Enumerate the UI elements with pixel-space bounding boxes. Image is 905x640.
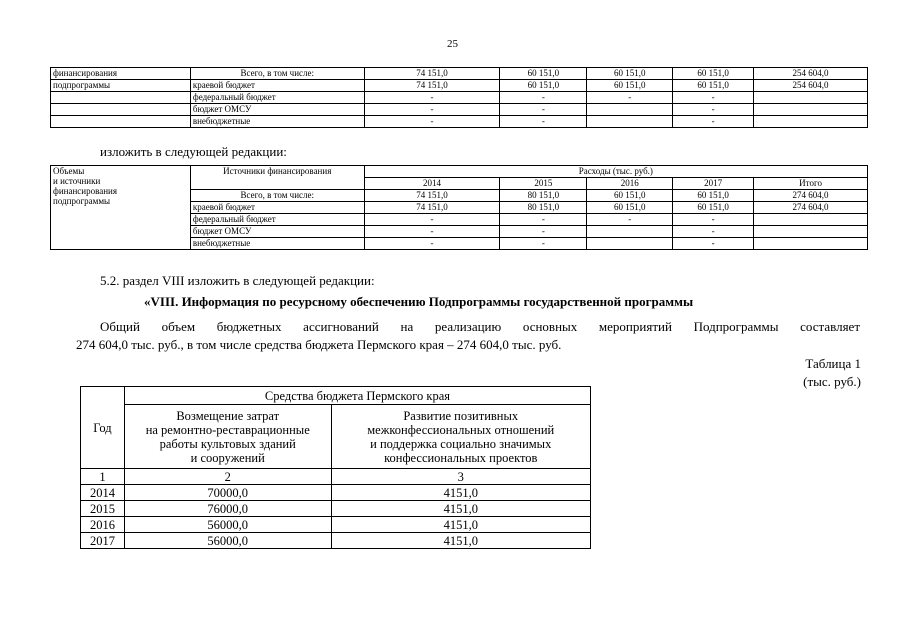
row-label — [51, 92, 191, 104]
sources-header: Источники финансирования — [190, 166, 364, 190]
amount-cell: 4151,0 — [331, 517, 591, 533]
year-header: 2017 — [673, 178, 754, 190]
value-cell: - — [500, 116, 587, 128]
year-cell: 2014 — [81, 485, 125, 501]
value-cell — [754, 104, 868, 116]
value-cell: 254 604,0 — [754, 80, 868, 92]
source-cell: бюджет ОМСУ — [190, 104, 364, 116]
value-cell: - — [500, 92, 587, 104]
value-cell — [587, 238, 673, 250]
value-cell — [587, 226, 673, 238]
value-cell: - — [500, 104, 587, 116]
value-cell: - — [587, 214, 673, 226]
value-cell: 74 151,0 — [364, 68, 500, 80]
value-cell: - — [673, 116, 754, 128]
table1-label: Таблица 1 — [805, 356, 861, 371]
amount-cell: 4151,0 — [331, 501, 591, 517]
value-cell: 60 151,0 — [587, 202, 673, 214]
value-cell — [754, 214, 868, 226]
value-cell — [587, 104, 673, 116]
value-cell: 274 604,0 — [754, 190, 868, 202]
value-cell: 254 604,0 — [754, 68, 868, 80]
value-cell: - — [500, 226, 587, 238]
value-cell: - — [673, 104, 754, 116]
expenses-header: Расходы (тыс. руб.) — [364, 166, 867, 178]
value-cell: - — [500, 238, 587, 250]
value-cell: - — [364, 92, 500, 104]
replace-instruction: изложить в следующей редакции: — [100, 144, 287, 159]
value-cell: 60 151,0 — [587, 68, 673, 80]
value-cell — [754, 92, 868, 104]
value-cell: - — [587, 92, 673, 104]
value-cell: 60 151,0 — [673, 80, 754, 92]
section-5-2-instruction: 5.2. раздел VIII изложить в следующей редакции: — [100, 273, 375, 288]
value-cell: - — [673, 226, 754, 238]
table-row — [81, 501, 591, 517]
index-cell: 1 — [81, 469, 125, 485]
index-cell: 2 — [124, 469, 331, 485]
amount-cell: 56000,0 — [124, 533, 331, 549]
source-cell: Всего, в том числе: — [190, 68, 364, 80]
row-label: финансирования — [51, 68, 191, 80]
year-cell: 2017 — [81, 533, 125, 549]
value-cell — [754, 226, 868, 238]
page-number: 25 — [447, 38, 458, 50]
section-title: «VIII. Информация по ресурсному обеспечению Подпрограммы государственной программы — [144, 294, 694, 309]
table-row — [51, 116, 868, 128]
reimbursement-header: Возмещение затрат на ремонтно-реставрационные работы культовых зданий и сооружений — [124, 405, 331, 469]
value-cell: 60 151,0 — [673, 68, 754, 80]
source-cell: внебюджетные — [190, 238, 364, 250]
total-header: Итого — [754, 178, 868, 190]
value-cell — [754, 116, 868, 128]
row-label — [51, 116, 191, 128]
table-row — [81, 517, 591, 533]
source-cell: краевой бюджет — [190, 80, 364, 92]
paragraph-total-line1: Общий объем бюджетных ассигнований на реализацию основных мероприятий Подпрограммы составляет — [100, 319, 860, 334]
year-header: 2016 — [587, 178, 673, 190]
budget-group-header: Средства бюджета Пермского края — [124, 387, 590, 405]
old-financing-table — [50, 67, 868, 128]
value-cell: - — [364, 116, 500, 128]
table1-unit: (тыс. руб.) — [803, 374, 861, 389]
amount-cell: 70000,0 — [124, 485, 331, 501]
year-cell: 2016 — [81, 517, 125, 533]
table-row — [81, 485, 591, 501]
value-cell: - — [673, 214, 754, 226]
value-cell: 60 151,0 — [500, 80, 587, 92]
value-cell: - — [364, 238, 500, 250]
development-header: Развитие позитивных межконфессиональных отношений и поддержка социально значимых конфессиональных проектов — [331, 405, 591, 469]
value-cell: 60 151,0 — [587, 190, 673, 202]
year-header: 2015 — [500, 178, 587, 190]
row-label: подпрограммы — [51, 80, 191, 92]
value-cell: 74 151,0 — [364, 202, 500, 214]
paragraph-total-line2: 274 604,0 тыс. руб., в том числе средства бюджета Пермского края – 274 604,0 тыс. руб. — [76, 337, 562, 352]
value-cell: 80 151,0 — [500, 190, 587, 202]
value-cell: - — [364, 214, 500, 226]
table-row — [81, 533, 591, 549]
table-row — [51, 104, 868, 116]
value-cell: - — [673, 92, 754, 104]
new-financing-table — [50, 165, 868, 250]
value-cell — [754, 238, 868, 250]
source-cell: краевой бюджет — [190, 202, 364, 214]
value-cell: - — [364, 104, 500, 116]
value-cell: 60 151,0 — [587, 80, 673, 92]
resource-table — [80, 386, 591, 549]
source-cell: внебюджетные — [190, 116, 364, 128]
amount-cell: 4151,0 — [331, 533, 591, 549]
source-cell: бюджет ОМСУ — [190, 226, 364, 238]
volume-sources-header: Объемы и источники финансирования подпрограммы — [51, 166, 191, 250]
value-cell: 60 151,0 — [673, 190, 754, 202]
value-cell: - — [364, 226, 500, 238]
source-cell: Всего, в том числе: — [190, 190, 364, 202]
value-cell: 80 151,0 — [500, 202, 587, 214]
amount-cell: 56000,0 — [124, 517, 331, 533]
value-cell: - — [673, 238, 754, 250]
year-cell: 2015 — [81, 501, 125, 517]
amount-cell: 76000,0 — [124, 501, 331, 517]
table-row — [51, 80, 868, 92]
value-cell: 274 604,0 — [754, 202, 868, 214]
value-cell: - — [500, 214, 587, 226]
value-cell — [587, 116, 673, 128]
year-header: 2014 — [364, 178, 500, 190]
source-cell: федеральный бюджет — [190, 92, 364, 104]
value-cell: 60 151,0 — [673, 202, 754, 214]
source-cell: федеральный бюджет — [190, 214, 364, 226]
value-cell: 74 151,0 — [364, 190, 500, 202]
table-row — [51, 92, 868, 104]
amount-cell: 4151,0 — [331, 485, 591, 501]
index-cell: 3 — [331, 469, 591, 485]
year-column-header: Год — [81, 387, 125, 469]
value-cell: 74 151,0 — [364, 80, 500, 92]
row-label — [51, 104, 191, 116]
table-row — [51, 68, 868, 80]
value-cell: 60 151,0 — [500, 68, 587, 80]
